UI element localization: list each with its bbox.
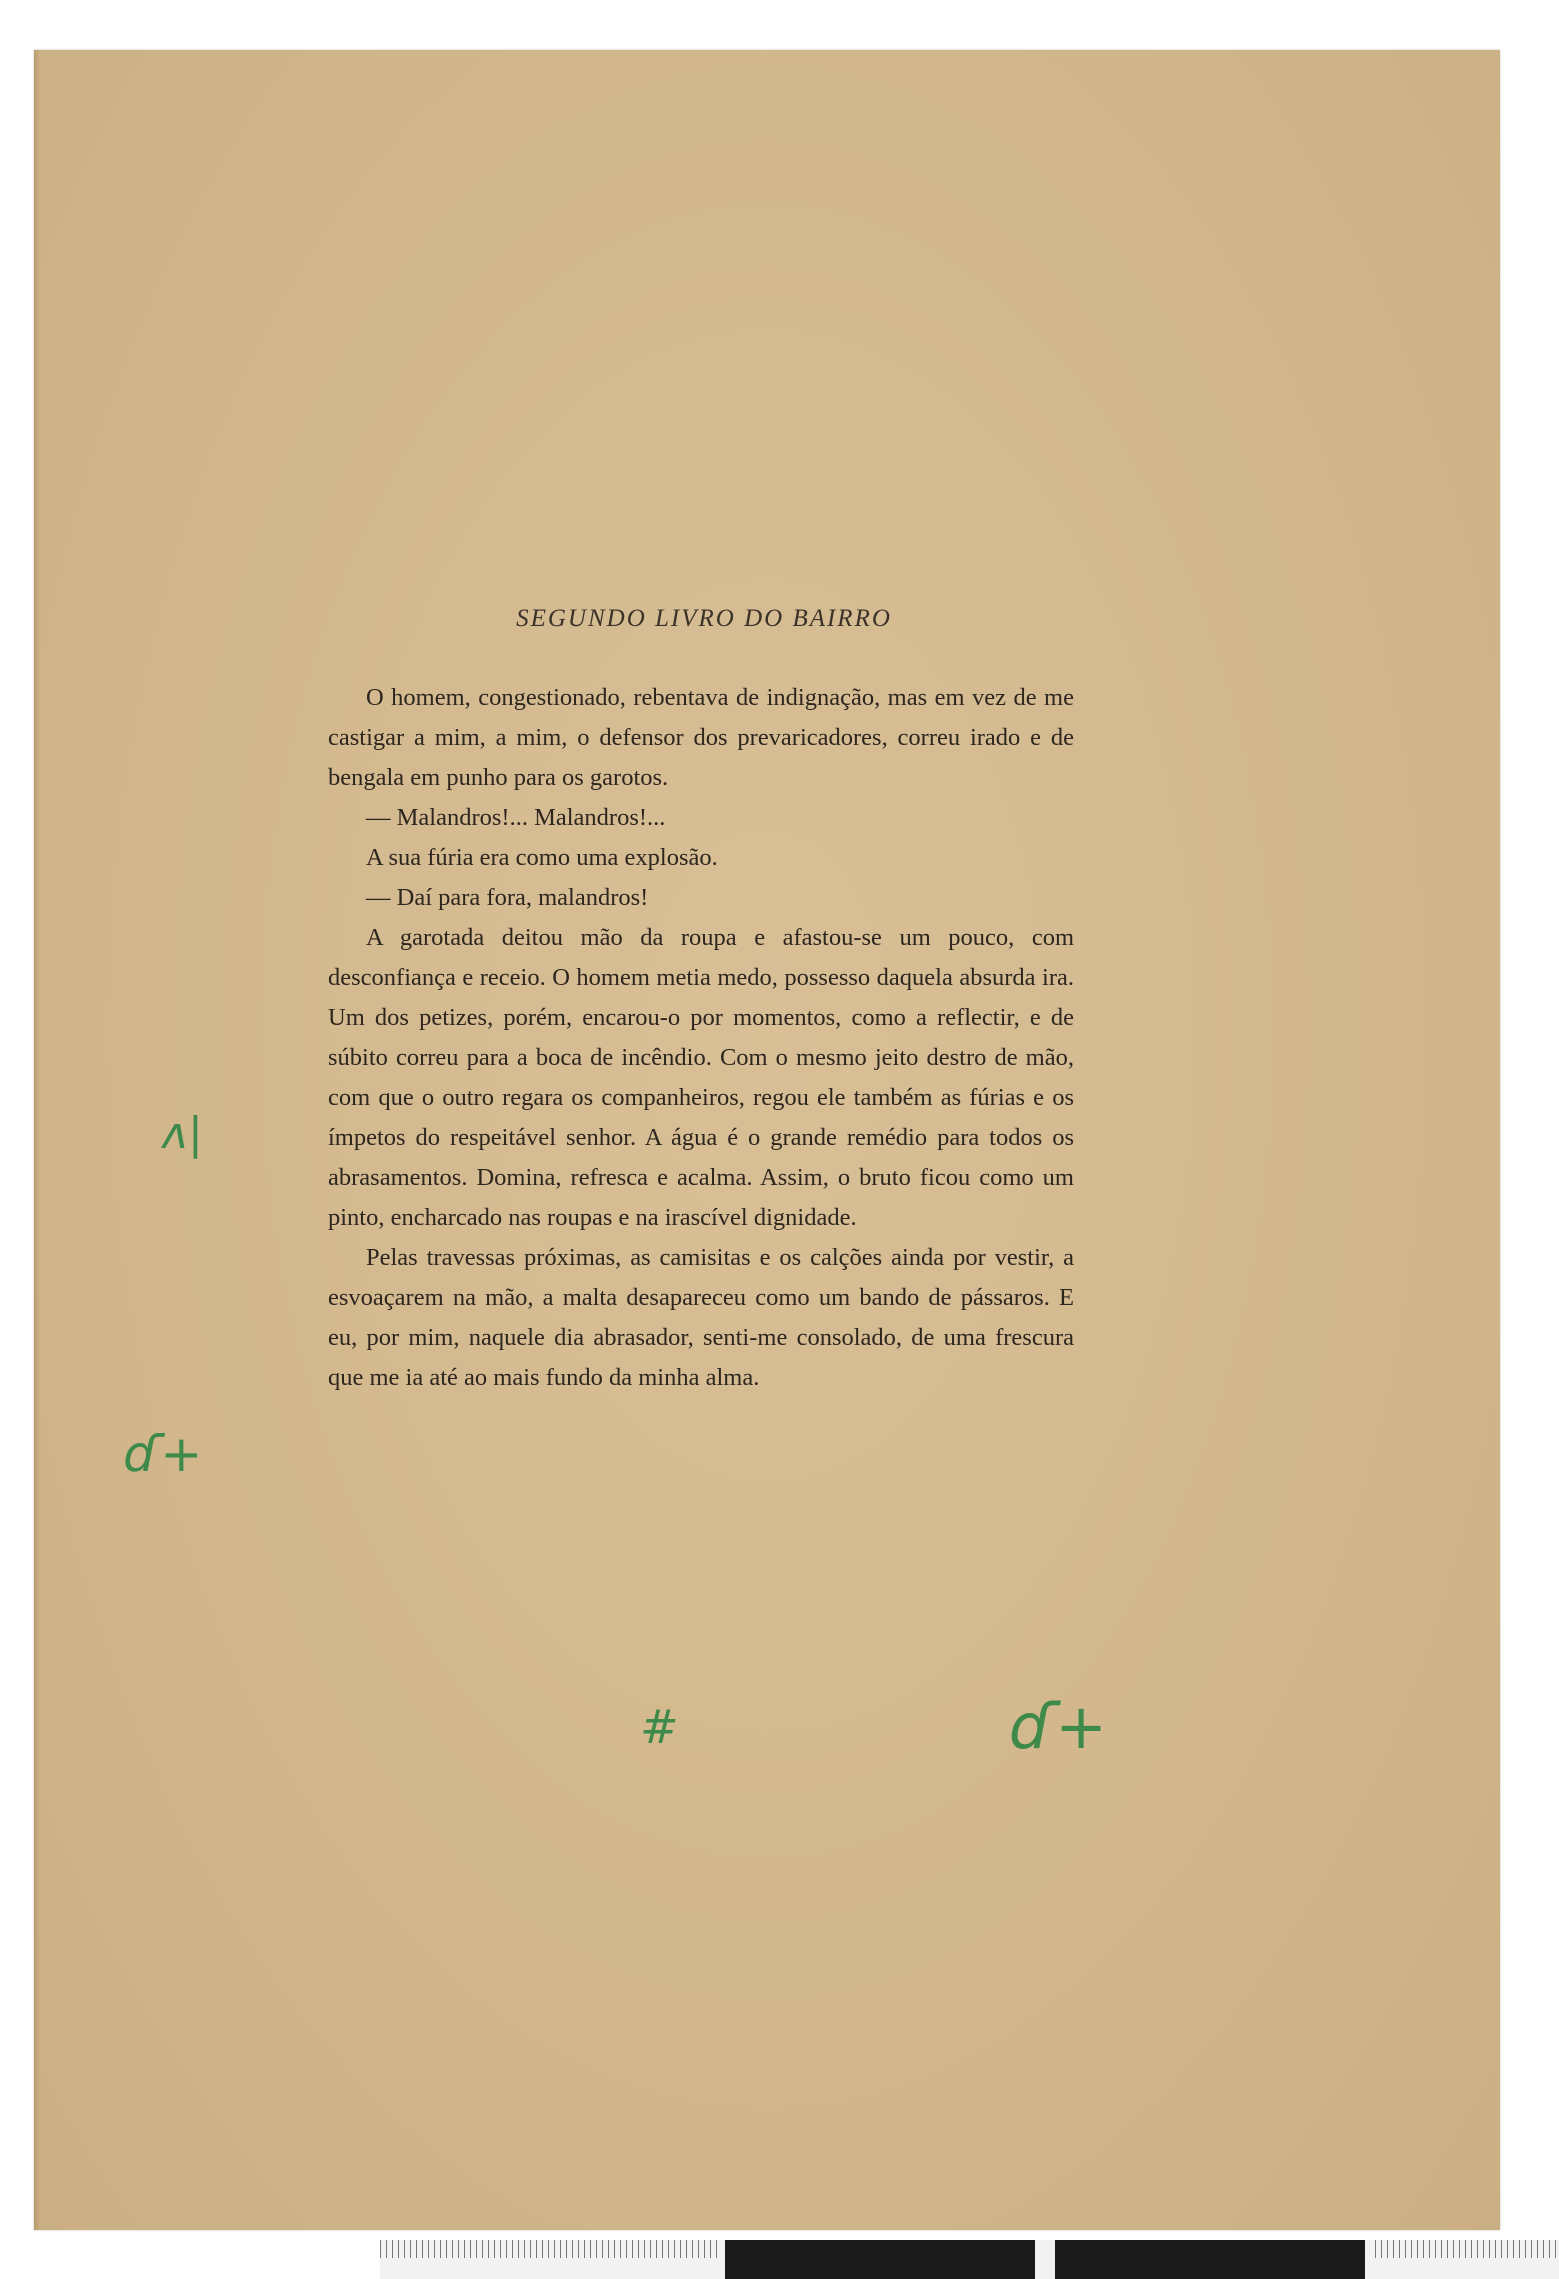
ruler-ticks xyxy=(380,2240,720,2258)
document-body xyxy=(328,678,1074,1398)
ruler-block xyxy=(725,2240,1035,2279)
paragraph: O homem, congestionado, rebentava de indignação, mas em vez de me castigar a mim, a mim, o defensor dos prevaricadores, correu irado e de bengala em punho para os garotos. xyxy=(328,684,1074,791)
scale-ruler xyxy=(380,2240,1559,2279)
ruler-ticks xyxy=(1375,2240,1559,2258)
handwritten-margin-mark: ɗ+ xyxy=(124,1425,203,1483)
handwritten-margin-mark: ʌ| xyxy=(162,1108,203,1159)
document-title: SEGUNDO LIVRO DO BAIRRO xyxy=(516,605,892,632)
document-page xyxy=(34,50,1500,2230)
paragraph: A garotada deitou mão da roupa e afastou-se um pouco, com desconfiança e receio. O homem metia medo, possesso daquela absurda ira. Um dos petizes, porém, encarou-o por momentos, como a reflectir, e de súbito correu para a boca de incêndio. Com o mesmo jeito destro de mão, com que o outro regara os companheiros, regou ele também as fúrias e os ímpetos do respeitável senhor. A água é o grande remédio para todos os abrasamentos. Domina, refresca e acalma. Assim, o bruto ficou como um pinto, encharcado nas roupas e na irascível dignidade. xyxy=(328,924,1074,1231)
handwritten-footer-mark: ɗ+ xyxy=(1010,1690,1108,1763)
handwritten-hash-mark: # xyxy=(640,1700,679,1754)
paragraph: Pelas travessas próximas, as camisitas e os calções ainda por vestir, a esvoaçarem na mão, a malta desapareceu como um bando de pássaros. E eu, por mim, naquele dia abrasador, senti-me consolado, de uma frescura que me ia até ao mais fundo da minha alma. xyxy=(328,1244,1074,1391)
paragraph: A sua fúria era como uma explosão. xyxy=(366,844,718,871)
paragraph: — Malandros!... Malandros!... xyxy=(366,804,666,831)
paragraph: — Daí para fora, malandros! xyxy=(366,884,649,911)
ruler-block xyxy=(1055,2240,1365,2279)
